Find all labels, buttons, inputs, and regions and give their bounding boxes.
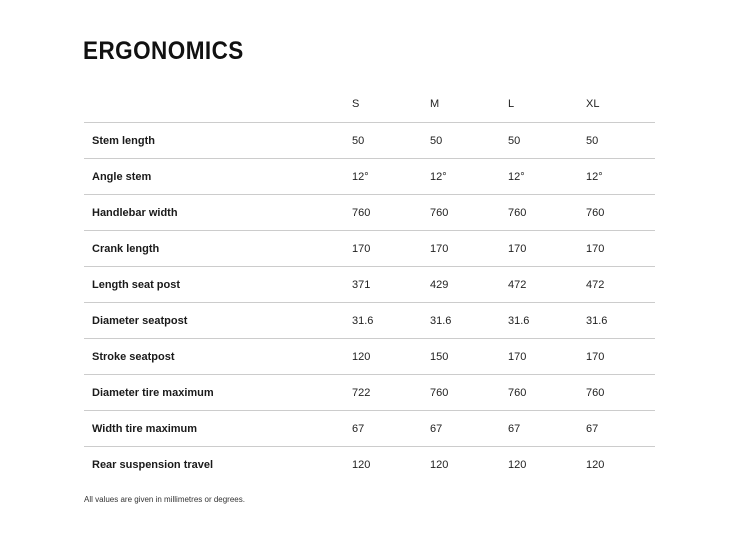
size-header-m: M	[422, 86, 500, 123]
cell-value: 31.6	[422, 303, 500, 339]
row-label: Stroke seatpost	[84, 339, 344, 375]
table-row	[84, 231, 655, 267]
header-corner-cell	[84, 86, 344, 123]
cell-value: 170	[422, 231, 500, 267]
cell-value: 120	[508, 458, 527, 471]
cell-value: 170	[578, 231, 655, 267]
cell-value: 50	[578, 123, 655, 159]
cell-value: 12°	[578, 159, 655, 195]
cell-value: 760	[500, 375, 578, 411]
cell-value: 120	[344, 339, 422, 375]
row-label: Diameter seatpost	[84, 303, 344, 339]
cell-value: 429	[422, 267, 500, 303]
page-title: ERGONOMICS	[83, 37, 244, 65]
row-label: Width tire maximum	[84, 411, 344, 447]
table-row	[84, 123, 655, 159]
cell-value: 760	[578, 195, 655, 231]
table-row	[84, 411, 655, 447]
cell-value: 67	[578, 411, 655, 447]
cell-value: 170	[578, 339, 655, 375]
cell-value: 170	[500, 339, 578, 375]
cell-value: 12°	[500, 159, 578, 195]
row-label: Angle stem	[84, 159, 344, 195]
row-label: Length seat post	[84, 267, 344, 303]
ergonomics-table	[84, 86, 655, 482]
table-row	[84, 303, 655, 339]
cell-value: 50	[500, 123, 578, 159]
cell-value: 371	[344, 267, 422, 303]
cell-value: 760	[422, 375, 500, 411]
footnote: All values are given in millimetres or degrees.	[84, 495, 245, 504]
cell-value: 31.6	[500, 303, 578, 339]
cell-value: 170	[344, 231, 422, 267]
size-header-l: L	[500, 86, 578, 123]
cell-value: 120	[430, 458, 449, 471]
cell-value: 120	[586, 458, 605, 471]
size-header-s: S	[344, 86, 422, 123]
size-header-xl: XL	[578, 86, 655, 123]
table-row	[84, 447, 655, 483]
row-label: Diameter tire maximum	[84, 375, 344, 411]
cell-value: 722	[344, 375, 422, 411]
table-header-row	[84, 86, 655, 123]
cell-value: 472	[500, 267, 578, 303]
row-label: Crank length	[84, 231, 344, 267]
cell-value: 12°	[422, 159, 500, 195]
cell-value: 760	[578, 375, 655, 411]
cell-value: 120	[352, 458, 371, 471]
row-label: Stem length	[84, 123, 344, 159]
cell-value: 50	[344, 123, 422, 159]
cell-value: 50	[422, 123, 500, 159]
row-label: Rear suspension travel	[92, 458, 214, 471]
row-label: Handlebar width	[84, 195, 344, 231]
table-row	[84, 375, 655, 411]
cell-value: 31.6	[344, 303, 422, 339]
cell-value: 150	[422, 339, 500, 375]
cell-value: 760	[422, 195, 500, 231]
cell-value: 472	[578, 267, 655, 303]
cell-value: 760	[344, 195, 422, 231]
table-row	[84, 159, 655, 195]
cell-value: 67	[500, 411, 578, 447]
cell-value: 67	[344, 411, 422, 447]
cell-value: 12°	[344, 159, 422, 195]
cell-value: 67	[422, 411, 500, 447]
cell-value: 760	[500, 195, 578, 231]
table-row	[84, 339, 655, 375]
table-row	[84, 267, 655, 303]
cell-value: 170	[500, 231, 578, 267]
table-row	[84, 195, 655, 231]
cell-value: 31.6	[578, 303, 655, 339]
